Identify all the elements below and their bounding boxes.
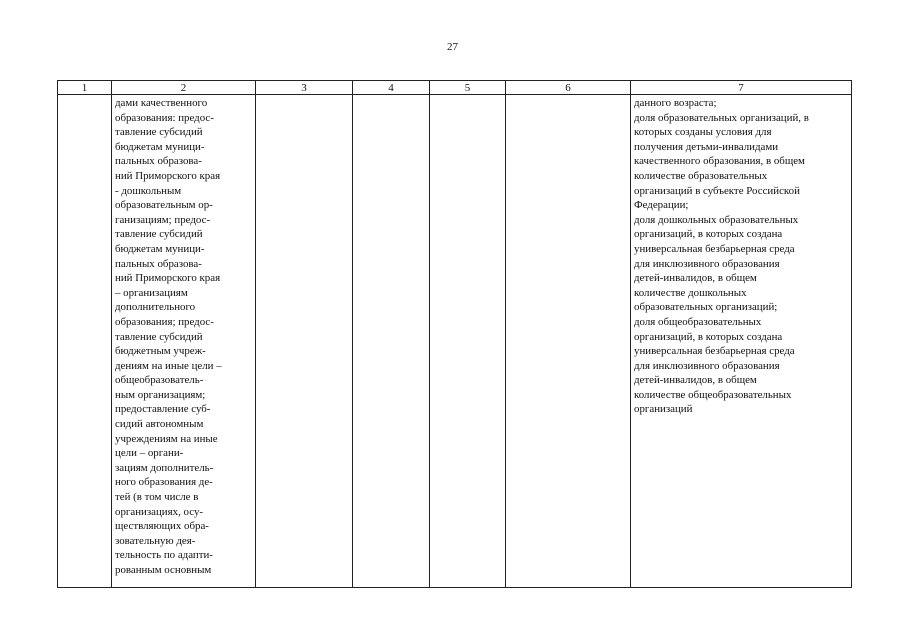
- cell-col-2-line: зациям дополнитель-: [115, 461, 214, 474]
- cell-col-7-line: данного возраста;: [634, 97, 717, 109]
- cell-col-7-line: образовательных организаций;: [634, 301, 778, 314]
- cell-col-2-line: тей (в том числе в: [115, 491, 199, 504]
- column-header-3: 3: [256, 81, 353, 95]
- cell-col-6: [506, 95, 631, 588]
- cell-col-2-line: дополнительного: [115, 301, 196, 314]
- cell-col-7-line: Федерации;: [634, 199, 689, 212]
- cell-col-2-line: бюджетам муници-: [115, 242, 205, 255]
- column-header-7: 7: [631, 81, 852, 95]
- cell-col-2-line: ний Приморского края: [115, 272, 221, 285]
- cell-col-2-line: ного образования де-: [115, 476, 213, 489]
- table-row: [58, 95, 852, 588]
- cell-col-7-line: которых созданы условия для: [634, 126, 772, 139]
- cell-col-2-line: организациях, осу-: [115, 505, 204, 518]
- cell-col-2-line: образования; предос-: [115, 315, 214, 328]
- cell-col-2-line: тавление субсидий: [115, 228, 203, 241]
- cell-col-2-line: тавление субсидий: [115, 330, 203, 343]
- page-number: 27: [447, 41, 458, 53]
- cell-col-2-line: образования: предос-: [115, 111, 214, 124]
- cell-col-2-line: цели – органи-: [115, 447, 184, 460]
- cell-col-2-line: рованным основным: [115, 564, 212, 576]
- cell-col-2-line: сидий автономным: [115, 418, 204, 431]
- cell-col-2-line: - дошкольным: [115, 184, 182, 197]
- cell-col-2-line: тельность по адапти-: [115, 549, 213, 562]
- column-header-6: 6: [506, 81, 631, 95]
- cell-col-7-line: универсальная безбарьерная среда: [634, 345, 795, 358]
- cell-col-4: [353, 95, 430, 588]
- cell-col-7-line: организаций, в которых создана: [634, 330, 783, 343]
- cell-col-2-line: ний Приморского края: [115, 169, 221, 182]
- cell-col-2-line: дами качественного: [115, 97, 208, 109]
- cell-col-7-line: для инклюзивного образования: [634, 257, 780, 270]
- cell-col-5: [430, 95, 506, 588]
- cell-col-7-line: детей-инвалидов, в общем: [634, 374, 757, 387]
- column-header-2: 2: [112, 81, 256, 95]
- document-table: [57, 80, 852, 588]
- cell-col-2-text: [112, 95, 255, 578]
- column-header-5: 5: [430, 81, 506, 95]
- cell-col-2-line: дениям на иные цели –: [115, 359, 222, 372]
- table-header-row: [58, 81, 852, 95]
- cell-col-7-line: универсальная безбарьерная среда: [634, 242, 795, 255]
- cell-col-7-line: получения детьми-инвалидами: [634, 140, 779, 153]
- cell-col-7-line: детей-инвалидов, в общем: [634, 272, 757, 285]
- cell-col-7-text: [631, 95, 851, 417]
- cell-col-2-line: пальных образова-: [115, 155, 202, 168]
- cell-col-2-line: общеобразователь-: [115, 374, 204, 387]
- cell-col-7-line: количестве дошкольных: [634, 286, 747, 299]
- cell-col-2-line: предоставление суб-: [115, 403, 211, 416]
- cell-col-2-line: ществляющих обра-: [115, 520, 209, 533]
- column-header-4: 4: [353, 81, 430, 95]
- cell-col-7-line: доля дошкольных образовательных: [634, 213, 799, 226]
- cell-col-7-line: количестве общеобразовательных: [634, 388, 792, 401]
- cell-col-3: [256, 95, 353, 588]
- cell-col-7: [631, 95, 852, 588]
- cell-col-7-line: доля образовательных организаций, в: [634, 111, 809, 124]
- cell-col-7-line: организаций: [634, 403, 693, 416]
- cell-col-2-line: – организациям: [115, 286, 188, 299]
- cell-col-2-line: ным организациям;: [115, 388, 206, 401]
- cell-col-2-line: пальных образова-: [115, 257, 202, 270]
- cell-col-2-line: учреждениям на иные: [115, 432, 218, 445]
- cell-col-2-line: тавление субсидий: [115, 126, 203, 139]
- cell-col-7-line: для инклюзивного образования: [634, 359, 780, 372]
- cell-col-7-line: количестве образовательных: [634, 169, 768, 182]
- cell-col-7-line: доля общеобразовательных: [634, 315, 762, 328]
- column-header-1: 1: [58, 81, 112, 95]
- cell-col-2: [112, 95, 256, 588]
- cell-col-1: [58, 95, 112, 588]
- cell-col-2-line: ганизациям; предос-: [115, 213, 211, 226]
- cell-col-7-line: организаций, в которых создана: [634, 228, 783, 241]
- cell-col-7-line: организаций в субъекте Российской: [634, 184, 800, 197]
- cell-col-2-line: бюджетным учреж-: [115, 345, 206, 358]
- cell-col-2-line: зовательную дея-: [115, 534, 196, 547]
- cell-col-2-line: образовательным ор-: [115, 199, 213, 212]
- cell-col-7-line: качественного образования, в общем: [634, 155, 805, 168]
- cell-col-2-line: бюджетам муници-: [115, 140, 205, 153]
